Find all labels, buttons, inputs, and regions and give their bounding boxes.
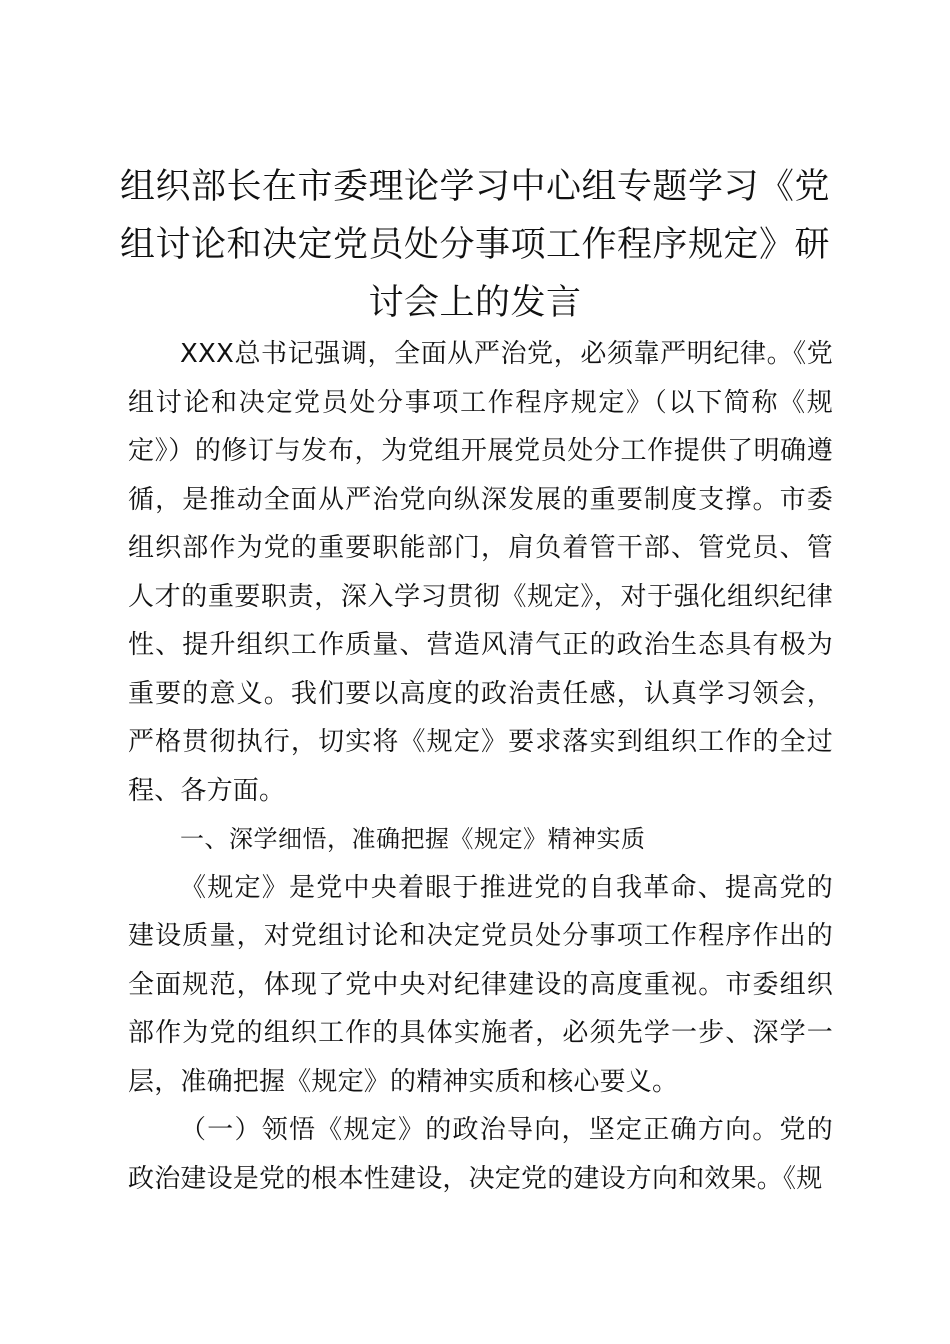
section-1-paragraph: 《规定》是党中央着眼于推进党的自我革命、提高党的建设质量，对党组讨论和决定党员处分事项工作程序作出的全面规范，体现了党中央对纪律建设的高度重视。市委组织部作为党的组织工作的具体实施者，必须先学一步、深学一层，准确把握《规定》的精神实质和核心要义。 [128,872,833,1097]
document-title: 组织部长在市委理论学习中心组专题学习《党组讨论和决定党员处分事项工作程序规定》研讨会上的发言 [120,167,831,323]
subsection-1-paragraph: （一）领悟《规定》的政治导向，坚定正确方向。党的政治建设是党的根本性建设，决定党的建设方向和效果。《规 [128,1115,833,1194]
intro-paragraph: XXX总书记强调，全面从严治党，必须靠严明纪律。《党组讨论和决定党员处分事项工作程序规定》（以下简称《规定》）的修订与发布，为党组开展党员处分工作提供了明确遵循，是推动全面从严治党向纵深发展的重要制度支撑。市委组织部作为党的重要职能部门，肩负着管干部、管党员、管人才的重要职责，深入学习贯彻《规定》，对于强化组织纪律性、提升组织工作质量、营造风清气正的政治生态具有极为重要的意义。我们要以高度的政治责任感，认真学习领会，严格贯彻执行，切实将《规定》要求落实到组织工作的全过程、各方面。 [128,339,833,806]
document-body [128,330,833,1203]
section-heading-1: 一、深学细悟，准确把握《规定》精神实质 [180,825,646,853]
